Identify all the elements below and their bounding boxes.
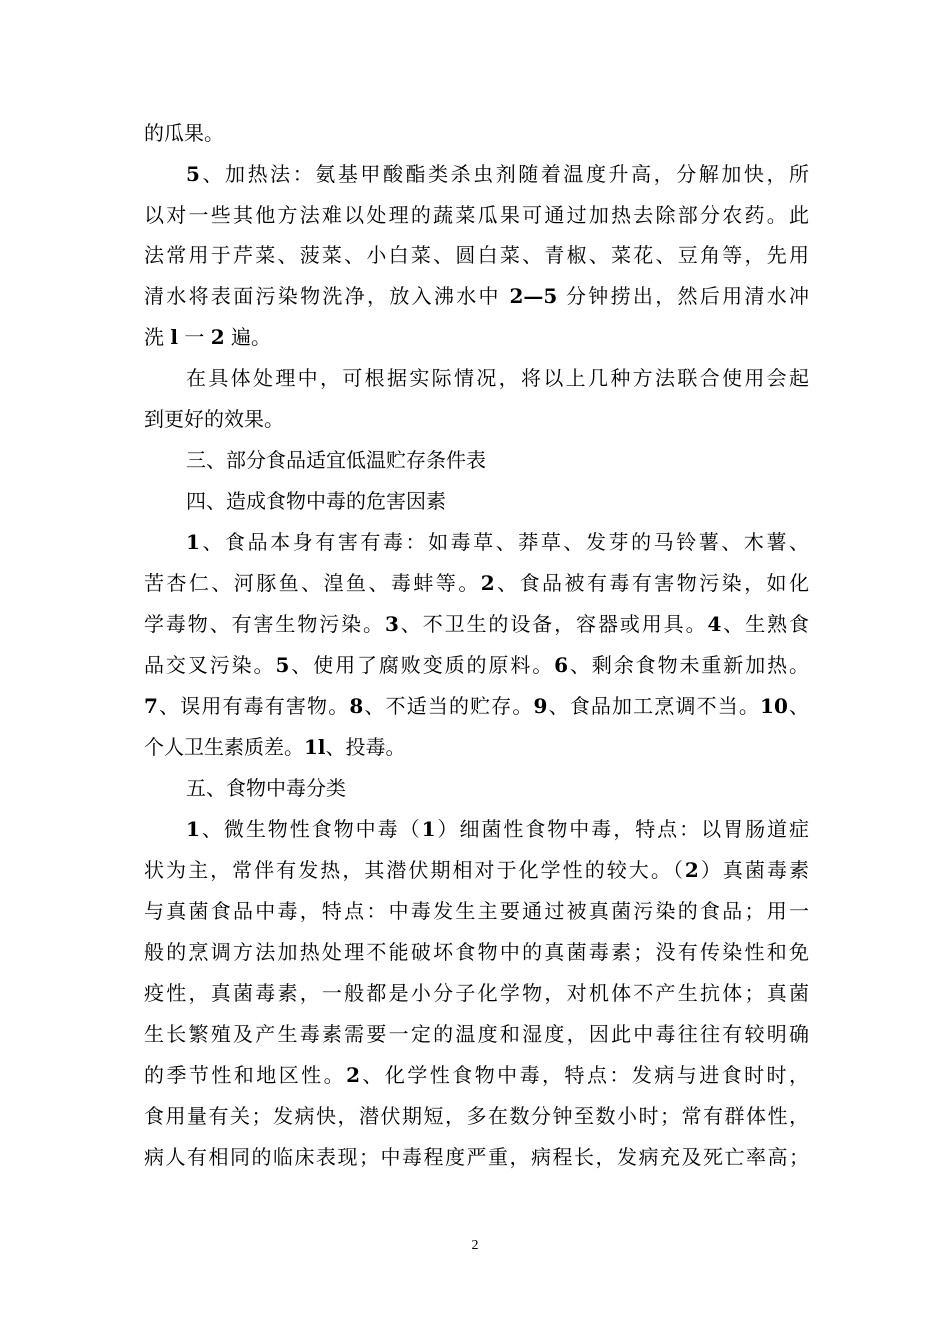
paragraph-line: 洗 l 一 2 遍。 — [144, 325, 271, 349]
paragraph-line: 病人有相同的临床表现；中毒程度严重，病程长，发病充及死亡率高； — [144, 1145, 809, 1169]
paragraph-line: 1、微生物性食物中毒（1）细菌性食物中毒，特点：以胃肠道症 — [186, 817, 810, 841]
paragraph-line: 般的烹调方法加热处理不能破坏食物中的真菌毒素；没有传染性和免 — [144, 940, 809, 964]
paragraph-line: 与真菌食品中毒，特点：中毒发生主要通过被真菌污染的食品；用一 — [144, 899, 809, 923]
page-number: 2 — [471, 1238, 479, 1253]
paragraph-line: 7、误用有毒有害物。8、不适当的贮存。9、食品加工烹调不当。10、 — [144, 694, 810, 718]
paragraph-line: 的瓜果。 — [144, 121, 224, 145]
paragraph-line: 在具体处理中，可根据实际情况，将以上几种方法联合使用会起 — [186, 366, 809, 390]
paragraph-line: 品交叉污染。5、使用了腐败变质的原料。6、剩余食物未重新加热。 — [144, 653, 810, 677]
section-heading: 五、食物中毒分类 — [186, 776, 346, 800]
paragraph-line: 生长繁殖及产生毒素需要一定的温度和湿度，因此中毒往往有较明确 — [144, 1022, 809, 1046]
paragraph-line: 状为主，常伴有发热，其潜伏期相对于化学性的较大。（2）真菌毒素 — [144, 858, 810, 882]
section-heading: 三、部分食品适宜低温贮存条件表 — [186, 448, 486, 472]
paragraph-line: 苦杏仁、河豚鱼、湟鱼、毒蚌等。2、食品被有毒有害物污染，如化 — [144, 571, 810, 595]
paragraph-line: 个人卫生素质差。1l、投毒。 — [144, 735, 406, 759]
paragraph-line: 学毒物、有害生物污染。3、不卫生的设备，容器或用具。4、生熟食 — [144, 612, 810, 636]
paragraph-line: 到更好的效果。 — [144, 407, 284, 431]
paragraph-line: 食用量有关；发病快，潜伏期短，多在数分钟至数小时；常有群体性， — [144, 1104, 809, 1128]
paragraph-line: 疫性，真菌毒素，一般都是小分子化学物，对机体不产生抗体；真菌 — [144, 981, 809, 1005]
paragraph-line: 法常用于芹菜、菠菜、小白菜、圆白菜、青椒、菜花、豆角等，先用 — [144, 243, 809, 267]
paragraph-line: 清水将表面污染物洗净，放入沸水中 2—5 分钟捞出，然后用清水冲 — [144, 284, 810, 308]
paragraph-line: 5、加热法：氨基甲酸酯类杀虫剂随着温度升高，分解加快，所 — [186, 162, 809, 186]
section-heading: 四、造成食物中毒的危害因素 — [186, 489, 446, 513]
paragraph-line: 1、食品本身有害有毒：如毒草、莽草、发芽的马铃薯、木薯、 — [186, 530, 809, 554]
paragraph-line: 的季节性和地区性。2、化学性食物中毒，特点：发病与进食时时， — [144, 1063, 810, 1087]
paragraph-line: 以对一些其他方法难以处理的蔬菜瓜果可通过加热去除部分农药。此 — [144, 203, 809, 227]
